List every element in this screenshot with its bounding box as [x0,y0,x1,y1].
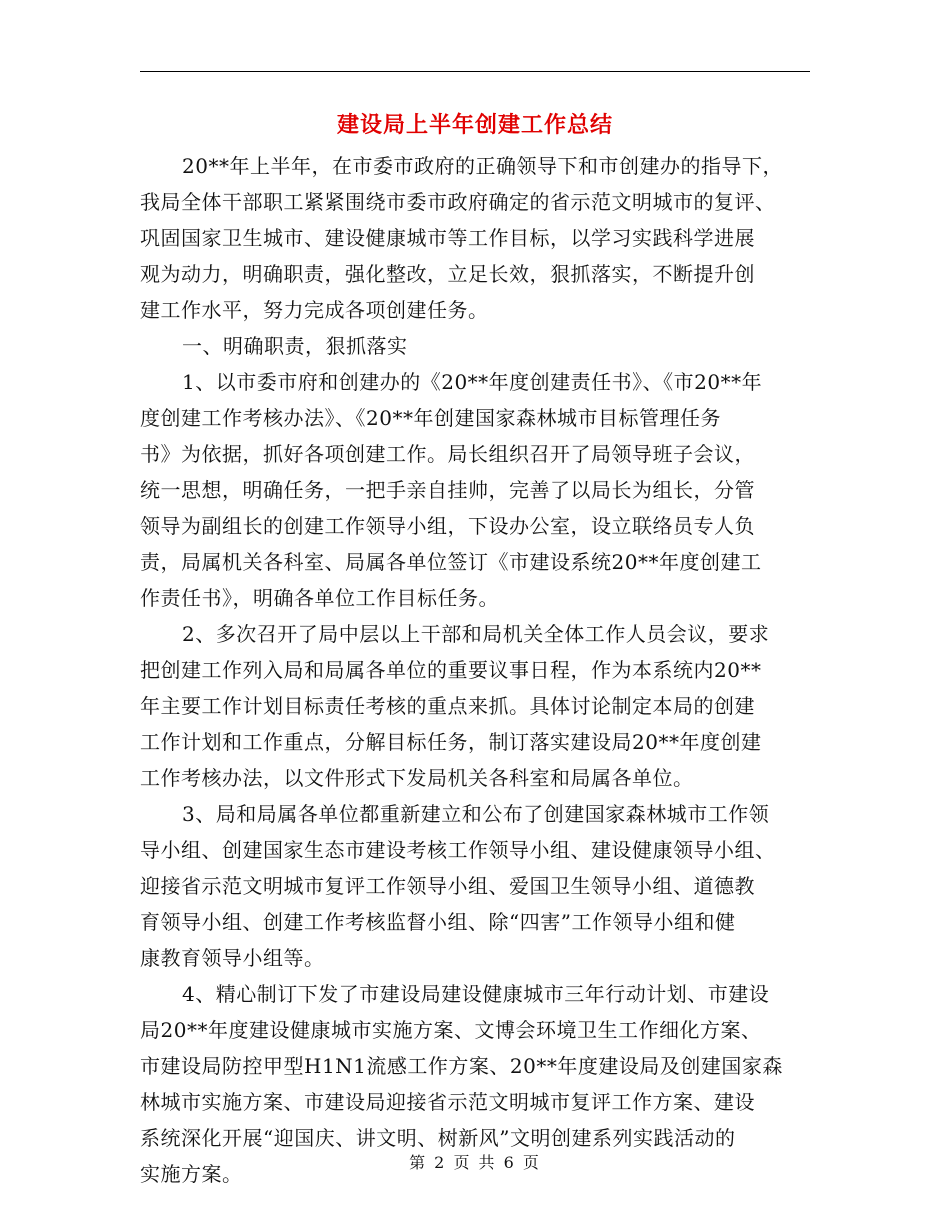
body-line: 4、精心制订下发了市建设局建设健康城市三年行动计划、市建设 [182,982,770,1006]
body-line: 作责任书》，明确各单位工作目标任务。 [140,586,499,610]
body-line: 度创建工作考核办法》、《20**年创建国家森林城市目标管理任务 [140,406,721,430]
body-line: 责，局属机关各科室、局属各单位签订《市建设系统20**年度创建工 [140,550,762,574]
body-line: 巩固国家卫生城市、建设健康城市等工作目标，以学习实践科学进展 [140,226,755,250]
body-line: 年主要工作计划目标责任考核的重点来抓。具体讨论制定本局的创建 [140,694,755,718]
page-number: 第 2 页 共 6 页 [409,1153,541,1172]
body-line: 迎接省示范文明城市复评工作领导小组、爱国卫生领导小组、道德教 [140,874,755,898]
body-line: 工作计划和工作重点，分解目标任务，制订落实建设局20**年度创建 [140,730,762,754]
body-line: 局20**年度建设健康城市实施方案、文博会环境卫生工作细化方案、 [140,1018,762,1042]
body-line: 实施方案。 [140,1162,243,1186]
document-body [140,148,812,1192]
body-line: 领导为副组长的创建工作领导小组，下设办公室，设立联络员专人负 [140,514,755,538]
body-line: 书》为依据，抓好各项创建工作。局长组织召开了局领导班子会议， [140,442,755,466]
body-line: 1、以市委市府和创建办的《20**年度创建责任书》、《市20**年 [182,370,763,394]
body-line: 系统深化开展“迎国庆、讲文明、树新风”文明创建系列实践活动的 [140,1126,736,1150]
section-heading: 一、明确职责，狠抓落实 [182,334,408,358]
body-line: 康教育领导小组等。 [140,946,325,970]
body-line: 2、多次召开了局中层以上干部和局机关全体工作人员会议，要求 [182,622,770,646]
body-line: 市建设局防控甲型H1N1流感工作方案、20**年度建设局及创建国家森 [140,1054,783,1078]
body-line: 我局全体干部职工紧紧围绕市委市政府确定的省示范文明城市的复评、 [140,190,776,214]
body-line: 建工作水平，努力完成各项创建任务。 [140,298,489,322]
document-title: 建设局上半年创建工作总结 [336,112,613,138]
body-line: 3、局和局属各单位都重新建立和公布了创建国家森林城市工作领 [182,802,770,826]
body-line: 观为动力，明确职责，强化整改，立足长效，狠抓落实，不断提升创 [140,262,755,286]
body-line: 工作考核办法，以文件形式下发局机关各科室和局属各单位。 [140,766,694,790]
body-line: 育领导小组、创建工作考核监督小组、除“四害”工作领导小组和健 [140,910,736,934]
body-line: 20**年上半年，在市委市政府的正确领导下和市创建办的指导下， [182,154,783,178]
header-rule [140,71,810,72]
body-line: 把创建工作列入局和局属各单位的重要议事日程，作为本系统内20** [140,658,762,682]
body-line: 导小组、创建国家生态市建设考核工作领导小组、建设健康领导小组、 [140,838,776,862]
body-line: 统一思想，明确任务，一把手亲自挂帅，完善了以局长为组长，分管 [140,478,755,502]
body-line: 林城市实施方案、市建设局迎接省示范文明城市复评工作方案、建设 [140,1090,755,1114]
